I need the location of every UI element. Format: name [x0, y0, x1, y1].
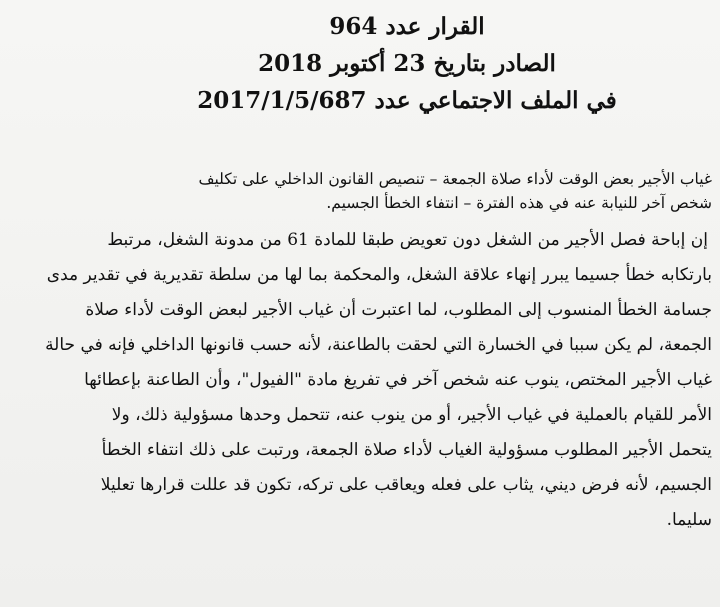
- decision-date: الصادر بتاريخ 23 أكتوبر 2018: [258, 50, 556, 77]
- body-line: سليما.: [666, 510, 712, 530]
- decision-number: القرار عدد 964: [329, 13, 485, 40]
- body-line: الجسيم، لأنه فرض ديني، يثاب على فعله ويعاقب على تركه، تكون قد عللت قرارها تعليلا: [100, 475, 712, 495]
- body-line: يتحمل الأجير المطلوب مسؤولية الغياب لأداء صلاة الجمعة، ورتبت على ذلك انتفاء الخطأ: [101, 440, 712, 460]
- body-line: الأمر للقيام بالعملية في غياب الأجير، أو من ينوب عنه، تتحمل وحدها مسؤولية ذلك، ولا: [111, 405, 712, 425]
- summary-line: شخص آخر للنيابة عنه في هذه الفترة – انتفاء الخطأ الجسيم.: [326, 194, 712, 212]
- decision-summary: [6, 167, 712, 215]
- body-line: غياب الأجير المختص، ينوب عنه شخص آخر في تفريغ مادة "الفيول"، وأن الطاعنة بإعطائها: [84, 370, 712, 390]
- decision-header: [6, 8, 712, 119]
- summary-line: غياب الأجير بعض الوقت لأداء صلاة الجمعة – تنصيص القانون الداخلي على تكليف: [198, 170, 712, 188]
- body-line: إن إباحة فصل الأجير من الشغل دون تعويض طبقا للمادة 61 من مدونة الشغل، مرتبط: [107, 230, 708, 250]
- body-line: بارتكابه خطأ جسيما يبرر إنهاء علاقة الشغل، والمحكمة بما لها من سلطة تقديرية في تقدير مدى: [46, 265, 712, 285]
- body-line: الجمعة، لم يكن سببا في الخسارة التي لحقت بالطاعنة، لأنه حسب قانونها الداخلي فإنه في حالة: [45, 335, 712, 355]
- body-line: جسامة الخطأ المنسوب إلى المطلوب، لما اعتبرت أن غياب الأجير لبعض الوقت لأداء صلاة: [85, 300, 712, 320]
- decision-body: [6, 223, 712, 538]
- case-file-number: في الملف الاجتماعي عدد 2017/1/5/687: [197, 87, 617, 114]
